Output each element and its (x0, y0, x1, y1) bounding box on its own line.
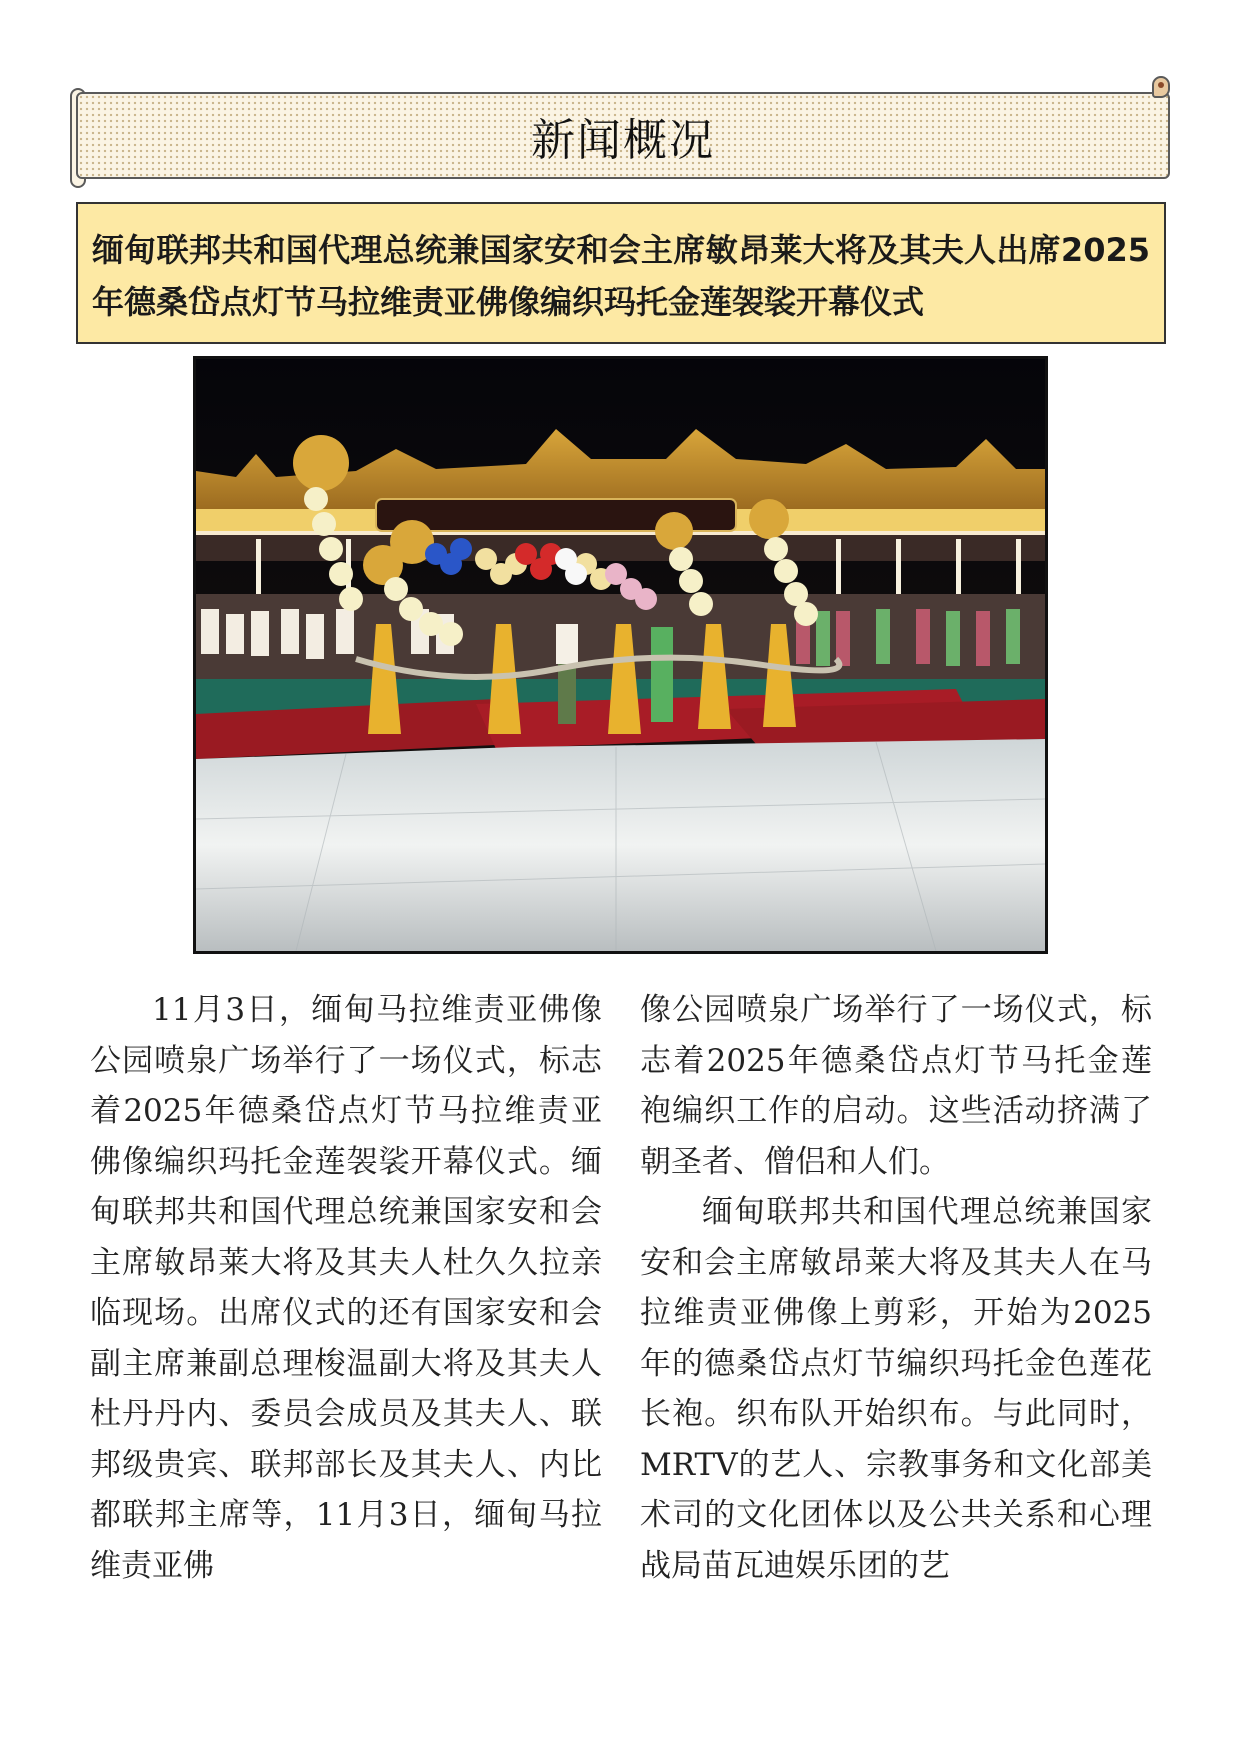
headline: 缅甸联邦共和国代理总统兼国家安和会主席敏昂莱大将及其夫人出席2025年德桑岱点灯节马拉维责亚佛像编织玛托金莲袈裟开幕仪式 (76, 202, 1166, 344)
article-paragraph: 缅甸联邦共和国代理总统兼国家安和会主席敏昂莱大将及其夫人在马拉维责亚佛像上剪彩，开始为2025年的德桑岱点灯节编织玛托金色莲花长袍。织布队开始织布。与此同时，MRTV的艺人、宗教事务和文化部美术司的文化团体以及公共关系和心理战局苗瓦迪娱乐团的艺 (640, 1194, 1152, 1584)
ceremony-photo-illustration (196, 359, 1045, 951)
article-paragraph: 11月3日，缅甸马拉维责亚佛像公园喷泉广场举行了一场仪式，标志着2025年德桑岱点灯节马拉维责亚佛像编织玛托金莲袈裟开幕仪式。缅甸联邦共和国代理总统兼国家安和会主席敏昂莱大将及其夫人杜久久拉亲临现场。出席仪式的还有国家安和会副主席兼副总理梭温副大将及其夫人杜丹丹内、委员会成员及其夫人、联邦级贵宾、联邦部长及其夫人、内比都联邦主席等，11月3日，缅甸马拉维责亚佛 (90, 992, 602, 1584)
page-title: 新闻概况 (531, 114, 715, 166)
article-column-left (90, 985, 602, 1591)
article-paragraph: 像公园喷泉广场举行了一场仪式，标志着2025年德桑岱点灯节马托金莲袍编织工作的启动。这些活动挤满了朝圣者、僧侣和人们。 (640, 992, 1152, 1180)
ceremony-photo (193, 356, 1048, 954)
article-column-right (640, 985, 1152, 1591)
